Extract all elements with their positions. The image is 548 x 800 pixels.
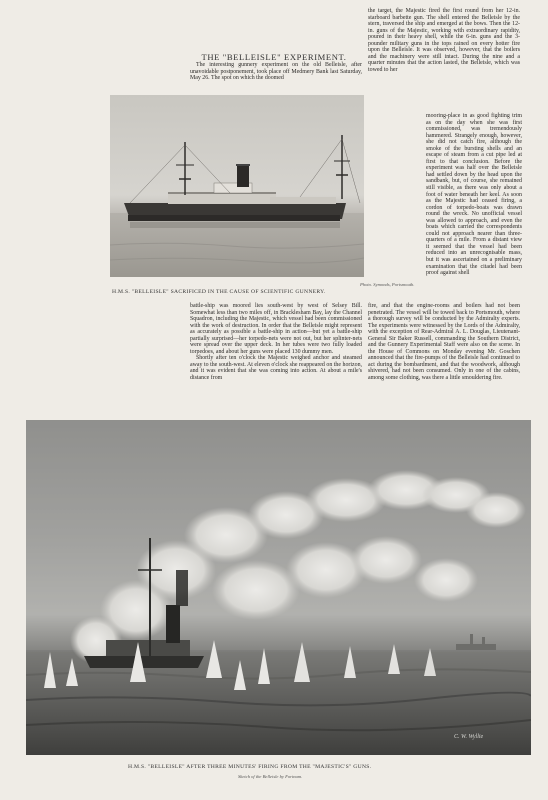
right-column-top-text: the target, the Majestic fired the first round from her 12-in. starboard barbette gun. The shell entered the Belleisle by the stern, traversed the ship and emerged at the bows. Then the 12-in. guns of the Majestic, working with extraordinary rapidity, poured in their heavy shell, while the 6-in. guns and the 3-pounder military guns in the tops rained on every hotter fire upon the Belleisle. It was observed, however, that the boilers and the machinery were still intact. During the nine and a quarter minutes that the action lasted, the Belleisle, which was towed to her — [368, 8, 520, 73]
right-column-narrow — [426, 113, 522, 277]
right-column-bottom-text: fire, and that the engine-rooms and boilers had not been penetrated. The vessel will be towed back to Portsmouth, where a thorough survey will be conducted by the Admiralty experts. The experiments were witnessed by the Lords of the Admiralty, with the exception of Rear-Admiral A. L. Douglas, Lieutenant-General Sir Baker Russell, commanding the Southern District, and the Gunnery Experimental Staff were also on the scene. In the House of Commons on Monday evening Mr. Goschen announced that the fire-pumps of the Belleisle had continued to act during the bombardment, and that the woodwork, although shivered, had not been consumed. Only in one of the cabins, among some clothing, was there a little smouldering fire. — [368, 303, 520, 382]
illustration-credit: Sketch of the Belleisle by Fortnum. — [238, 774, 303, 779]
right-column-bottom — [368, 303, 520, 382]
illustration-caption: H.M.S. "BELLEISLE" AFTER THREE MINUTES' FIRING FROM THE "MAJESTIC'S" GUNS. — [128, 764, 372, 770]
intro-paragraph — [190, 62, 362, 82]
bombardment-illustration — [26, 420, 531, 755]
article-title: THE "BELLEISLE" EXPERIMENT. — [201, 52, 347, 62]
right-column-top — [368, 8, 520, 73]
artist-signature: C. W. Wyllie — [454, 734, 484, 740]
belleisle-photo-art — [110, 95, 364, 277]
belleisle-photo — [110, 95, 364, 277]
right-column-narrow-text: mooring-place in as good fighting trim as on the day when she was first commissioned, was tremendously hammered. Strangely enough, however, she did not catch fire, although the smoke of the bursting shells and an escape of steam from a cut pipe led at first to that conclusion. Before the experiment was half over the Belleisle had settled down by the head upon the sandbank, but, of course, she remained still visible, as there was only about a foot of water beneath her keel. As soon as the Majestic had ceased firing, a cordon of torpedo-boats was drawn round the wreck. No unofficial vessel was allowed to approach, and even the boats which carried the correspondents could not approach nearer than three-quarters of a mile. From a distant view it seemed that the vessel had been reduced into an unrecognisable mass, but it was ascertained on a preliminary examination that the citadel had been proof against shell — [426, 113, 522, 277]
left-column-bottom — [190, 303, 362, 382]
left-column-bottom-text: battle-ship was moored lies south-west by west of Selsey Bill. Somewhat less than two miles off, in Bracklesham Bay, lay the Channel Squadron, including the Majestic, which vessel had been commissioned with the work of destruction. In order that the Belleisle might represent as accurately as possible a battle-ship in action—but yet a battle-ship partially surprised—her torpedo-nets were not out, but her splinter-nets were spread over the upper deck. In her tubes were two fully loaded torpedoes, and about her guns were placed 130 dummy men. — [190, 303, 362, 355]
intro-text: The interesting gunnery experiment on the old Belleisle, after unavoidable postponement, took place off Medmery Bank last Saturday, May 26. The spot on which the doomed — [190, 62, 362, 82]
photo-credit: Photo. Symonds, Portsmouth. — [360, 282, 415, 287]
bombardment-illustration-art — [26, 420, 531, 755]
left-column-bottom-text-2: Shortly after ten o'clock the Majestic weighed anchor and steamed away to the south-west. At eleven o'clock she reappeared on the horizon, and it was evident that she was coming into action. At about a mile's distance from — [190, 355, 362, 382]
photo-caption: H.M.S. "BELLEISLE" SACRIFICED IN THE CAUSE OF SCIENTIFIC GUNNERY. — [112, 289, 326, 295]
